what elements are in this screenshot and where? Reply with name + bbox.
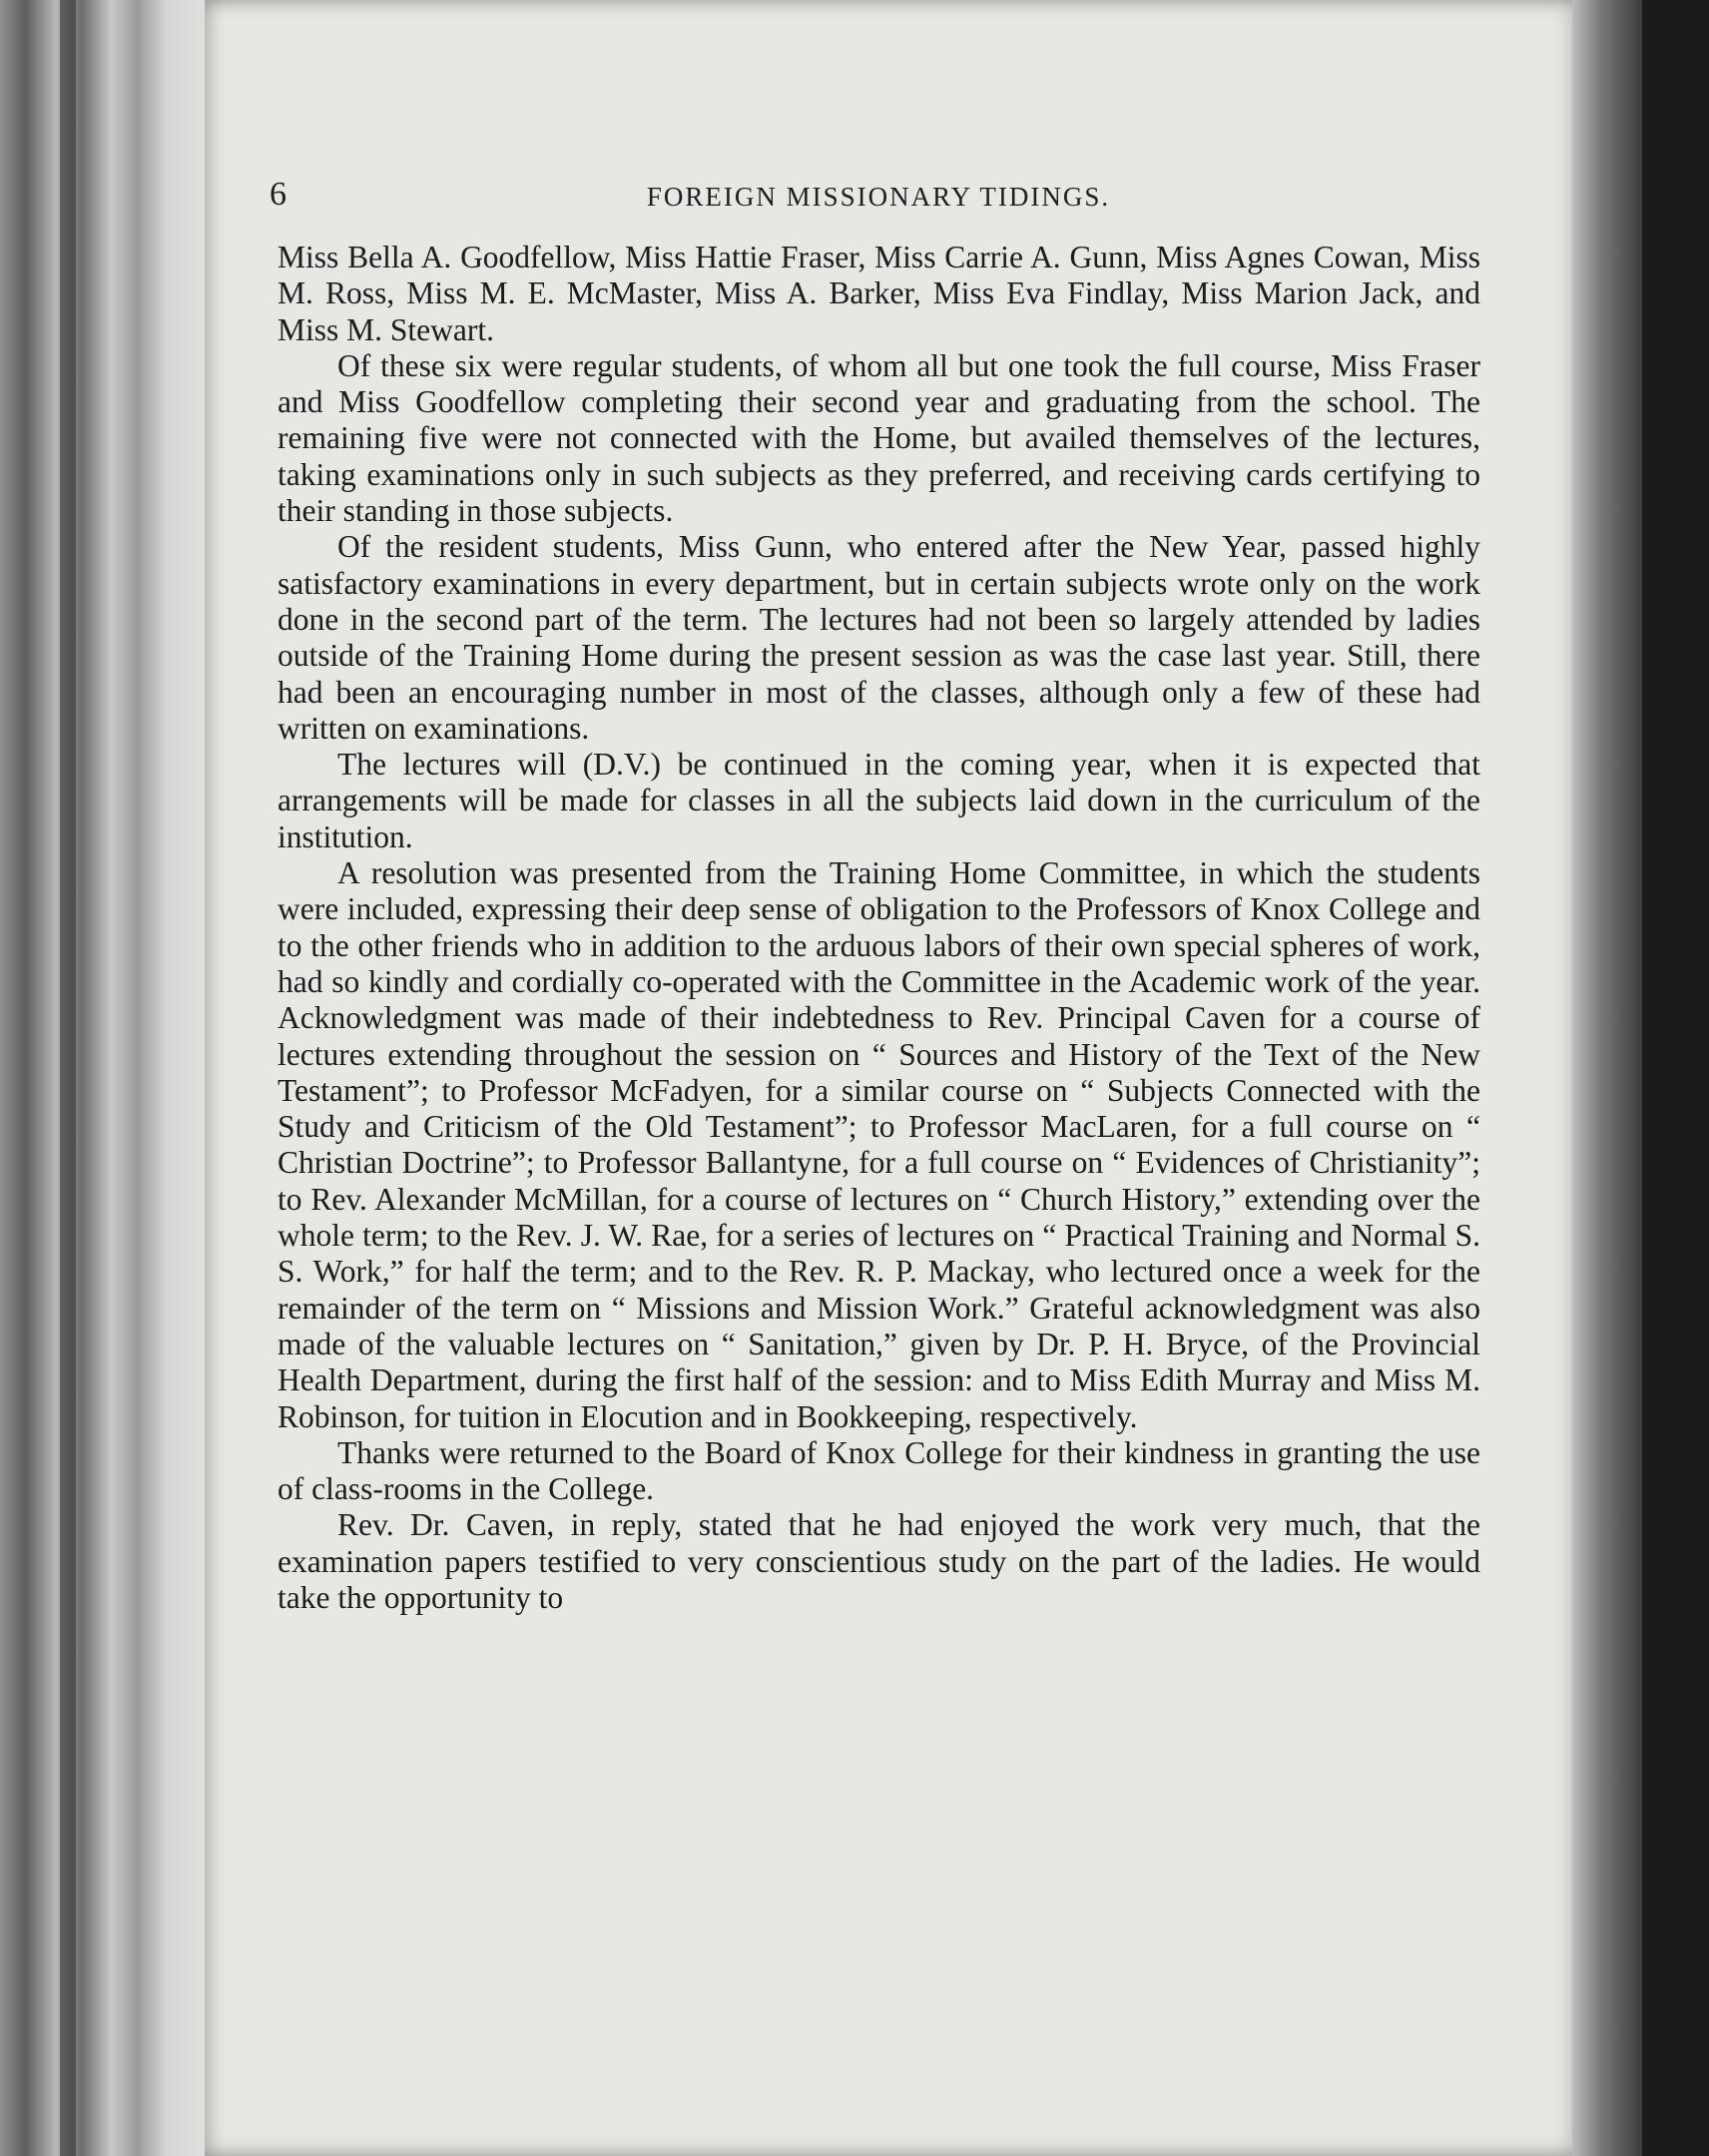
paragraph-caven-reply: Rev. Dr. Caven, in reply, stated that he had enjoyed the work very much, that the examination papers testified to very conscientious study on the part of the ladies. He would take the opportunity to xyxy=(278,1507,1480,1615)
book-spine xyxy=(60,0,76,2156)
paragraph-names-list: Miss Bella A. Goodfellow, Miss Hattie Fraser, Miss Carrie A. Gunn, Miss Agnes Cowan, Miss M. Ross, Miss M. E. McMaster, Miss A. Barker, Miss Eva Findlay, Miss Marion Jack, and Miss M. Stewart. xyxy=(278,240,1480,347)
running-head: FOREIGN MISSIONARY TIDINGS. xyxy=(646,182,1111,212)
page-number: 6 xyxy=(270,176,286,213)
paragraph-thanks: Thanks were returned to the Board of Knox College for their kindness in granting the use of class-rooms in the College. xyxy=(278,1434,1480,1507)
paragraph-lectures-continued: The lectures will (D.V.) be continued in the coming year, when it is expected that arrangements will be made for classes in all the subjects laid down in the curriculum of the institution. xyxy=(278,747,1480,854)
paragraph-regular-students: Of these six were regular students, of whom all but one took the full course, Miss Fraser and Miss Goodfellow completing their second year and graduating from the school. The remaining five were not connected with the Home, but availed themselves of the lectures, taking examinations only in such subjects as they preferred, and receiving cards certifying to their standing in those subjects. xyxy=(278,347,1480,529)
page-gutter-shadow xyxy=(1572,0,1642,2156)
body-text xyxy=(278,240,1480,1616)
page-header xyxy=(270,175,1487,219)
paragraph-resolution: A resolution was presented from the Training Home Committee, in which the students were included, expressing their deep sense of obligation to the Professors of Knox College and to the other friends who in addition to the arduous labors of their own special spheres of work, had so kindly and cordially co-operated with the Committee in the Academic work of the year. Acknowledgment was made of their indebtedness to Rev. Principal Caven for a course of lectures extending throughout the session on “ Sources and History of the Text of the New Testament”; to Professor McFadyen, for a similar course on “ Subjects Connected with the Study and Criticism of the Old Testament”; to Professor MacLaren, for a full course on “ Christian Doctrine”; to Professor Ballantyne, for a full course on “ Evidences of Christianity”; to Rev. Alexander McMillan, for a course of lectures on “ Church History,” extending over the whole term; to the Rev. J. W. Rae, for a series of lectures on “ Practical Training and Normal S. S. Work,” for half the term; and to the Rev. R. P. Mackay, who lectured once a week for the remainder of the term on “ Missions and Mission Work.” Grateful acknowledgment was also made of the valuable lectures on “ Sanitation,” given by Dr. P. H. Bryce, of the Provincial Health Department, during the first half of the session: and to Miss Edith Murray and Miss M. Robinson, for tuition in Elocution and in Bookkeeping, respectively. xyxy=(278,855,1480,1434)
book-page-edges xyxy=(0,0,215,2156)
paragraph-resident-students: Of the resident students, Miss Gunn, who entered after the New Year, passed highly satisfactory examinations in every department, but in certain subjects wrote only on the work done in the second part of the term. The lectures had not been so largely attended by ladies outside of the Training Home during the present session as was the case last year. Still, there had been an encouraging number in most of the classes, although only a few of these had written on examinations. xyxy=(278,529,1480,746)
